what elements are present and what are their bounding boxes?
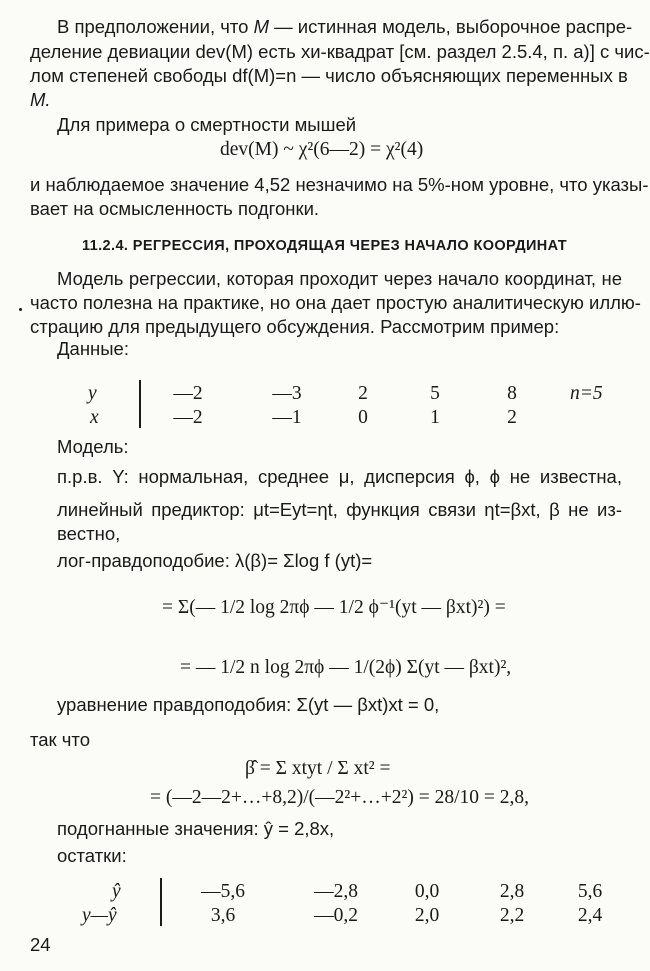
page-number: 24 [30, 934, 51, 955]
data-x-label: x [90, 407, 99, 428]
loglik-label: лог-правдоподобие: λ(β)= Σlog f (yt)= [57, 550, 373, 571]
n-note: n=5 [570, 383, 603, 404]
linpred-line2: вестно, [57, 523, 121, 544]
loglik-line2: = Σ(— 1/2 log 2πϕ — 1/2 ϕ⁻¹(yt — βxt)²) = [162, 597, 506, 618]
para4-line3: страцию для предыдущего обсуждения. Рассмотрим пример: [30, 316, 560, 337]
resid-res-label: y—ŷ [82, 905, 117, 926]
residual-cell: 2,0 [414, 905, 440, 926]
residual-cell: 3,6 [210, 905, 236, 926]
para3-line2: вает на осмысленность подгонки. [30, 198, 320, 219]
data-label: Данные: [57, 338, 129, 359]
para3-line1: и наблюдаемое значение 4,52 незначимо на 5%-ном уровне, что указы- [30, 174, 649, 195]
data-x-cell: 1 [430, 407, 440, 428]
data-y-label: y [88, 383, 97, 404]
data-y-cell: 8 [507, 383, 517, 404]
beta-calc: = (—2—2+…+8,2)/(—2²+…+2²) = 28/10 = 2,8, [150, 787, 529, 808]
residual-cell: 2,4 [577, 905, 603, 926]
residual-cell: —0,2 [314, 905, 358, 926]
linpred-line1: линейный предиктор: μt=Eyt=ηt, функция связи ηt=βxt, β не из- [57, 499, 622, 520]
model-label: Модель: [57, 436, 129, 457]
stray-dot [19, 308, 22, 311]
para1-line1: В предположении, что M — истинная модель, выборочное распре- [57, 16, 633, 37]
para4-line1: Модель регрессии, которая проходит через начало координат, не [57, 268, 622, 289]
beta-hat: β̂ = Σ xtyt / Σ xt² = [245, 758, 391, 779]
data-y-cell: —3 [272, 383, 302, 404]
yhat-cell: 0,0 [414, 881, 440, 902]
data-x-cell: —2 [173, 407, 203, 428]
data-x-cell: 2 [507, 407, 517, 428]
resid-yhat-label: ŷ [112, 881, 121, 902]
data-y-cell: 5 [430, 383, 440, 404]
data-y-cell: 2 [358, 383, 368, 404]
section-heading: 11.2.4. РЕГРЕССИЯ, ПРОХОДЯЩАЯ ЧЕРЕЗ НАЧАЛО КООРДИНАТ [82, 238, 568, 254]
para4-line2: часто полезна на практике, но она дает простую аналитическую иллю- [30, 292, 641, 313]
resid-table-divider [160, 878, 162, 926]
data-x-cell: 0 [358, 407, 368, 428]
residual-cell: 2,2 [499, 905, 525, 926]
equation-deviance: dev(M) ~ χ²(6—2) = χ²(4) [220, 139, 424, 160]
yhat-cell: —5,6 [201, 881, 245, 902]
so-that: так что [30, 729, 90, 750]
para1-line3: лом степеней свободы df(M)=n — число объясняющих переменных в [30, 65, 628, 86]
residuals-label: остатки: [57, 845, 127, 866]
para2: Для примера о смертности мышей [57, 114, 357, 135]
data-x-cell: —1 [272, 407, 302, 428]
yhat-cell: 2,8 [499, 881, 525, 902]
para1-line2: деление девиации dev(M) есть хи-квадрат [см. раздел 2.5.4, п. а)] с чис- [30, 41, 650, 62]
fitted-values: подогнанные значения: ŷ = 2,8x, [57, 818, 335, 839]
table-divider [139, 380, 141, 428]
data-y-cell: —2 [173, 383, 203, 404]
likelihood-equation: уравнение правдоподобия: Σ(yt — βxt)xt = 0, [57, 694, 440, 715]
para1-line4: M. [30, 89, 51, 110]
loglik-line3: = — 1/2 n log 2πϕ — 1/(2ϕ) Σ(yt — βxt)², [180, 657, 512, 678]
yhat-cell: 5,6 [577, 881, 603, 902]
yhat-cell: —2,8 [314, 881, 358, 902]
pdf-line: п.р.в. Y: нормальная, среднее μ, дисперсия ϕ, ϕ не известна, [57, 466, 622, 487]
